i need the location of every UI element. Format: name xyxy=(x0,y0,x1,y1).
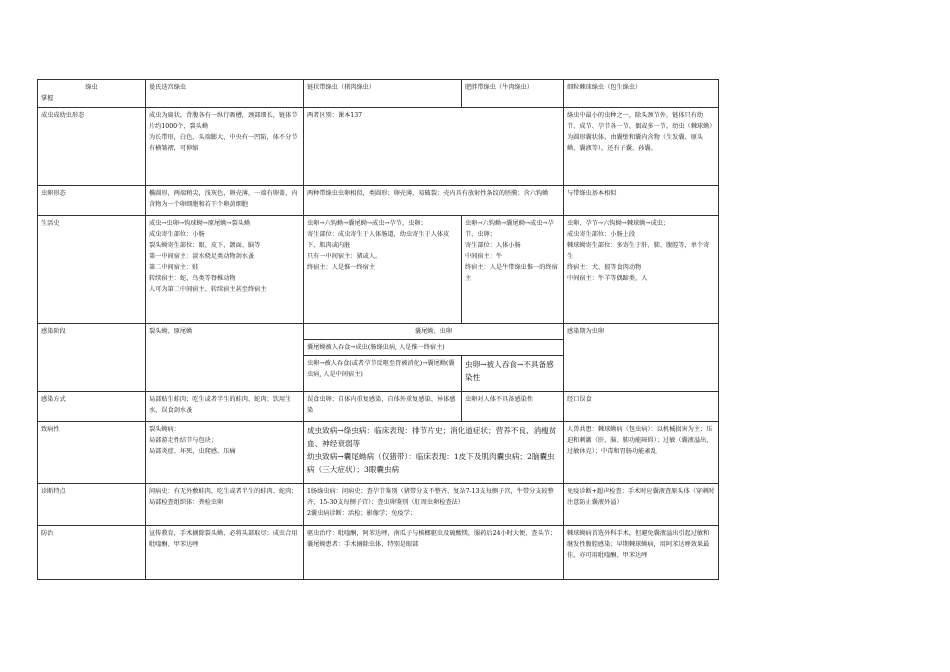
cell-line: 裂头蚴寄生部位：眼、皮下、颌面、脑等 xyxy=(149,242,261,249)
row-disease xyxy=(38,422,719,484)
prevention-col23 xyxy=(304,526,564,580)
corner-bottom-label: 掌握 xyxy=(41,95,54,102)
cell-line: 棘球蚴寄生部位：多寄生于肝、肺、腹腔等，单个寄生 xyxy=(567,242,710,260)
cell-line: 绦虫中最小的虫种之一，除头颈节外，链体只有幼节、成节、孕节各一节，偶或多一节。幼虫（棘球蚴）为圆形囊状体，由囊壁和囊内含物（生发囊、原头蚴、囊液等）。还有子囊、孙囊。 xyxy=(567,112,713,152)
cell-line: 裂头蚴病： xyxy=(149,426,180,433)
row-label: 成虫成幼虫形态 xyxy=(38,108,146,186)
cell-line: 第一中间宿主：淡水桡足类动物剑水蚤 xyxy=(149,253,255,260)
egg-col1 xyxy=(146,186,304,216)
cell-line: 人兽共患：棘球蚴病（包虫病）：以机械损害为主；压迫和刺激（肝、脑、肺功能障碍）；过敏（囊液溢出，过敏休克）；中毒和胃肠功能紊乱 xyxy=(567,426,713,455)
cell-line: 棘球蚴病首选外科手术，但避免囊液溢出引起过敏和继发性腹腔感染；早期棘球蚴病，用阿苯达唑效果最佳，亦可用吡喹酮、甲苯达唑 xyxy=(567,530,710,559)
adult-col1 xyxy=(146,108,304,186)
cell-line: 成虫→虫卵→钩球蚴→原尾蚴→裂头蚴 xyxy=(149,220,251,227)
cell-line: 虫卵→六钩蚴→囊尾蚴→成虫→孕节、虫卵； xyxy=(307,220,427,227)
row-stage xyxy=(38,324,719,340)
adult-col4 xyxy=(564,108,719,186)
stage-col3-line2: 虫卵→被人吞食→不具备感染性 xyxy=(462,356,564,392)
row-label: 生活史 xyxy=(38,216,146,324)
cell-line: 寄生部位：人体小肠 xyxy=(465,242,521,249)
disease-col1 xyxy=(146,422,304,484)
stage-col23-title: 囊尾蚴、虫卵 xyxy=(304,324,564,340)
diagnosis-col23 xyxy=(304,484,564,526)
cell-line: 误食虫卵；自体内重复感染，自体外重复感染、异体感染 xyxy=(307,396,456,414)
cell-line: 2囊虫病诊断：活检；影像学；免疫学； xyxy=(307,510,417,517)
stage-col2-line2: 虫卵→被人吞食(或者孕节反呕至胃被消化)→囊尾蚴(囊虫病, 人是中间宿主) xyxy=(304,356,462,392)
cell-line: 终宿主：人是惟一终宿主 xyxy=(307,264,376,271)
mode-col1 xyxy=(146,392,304,422)
prevention-col4 xyxy=(564,526,719,580)
row-label: 感染阶段 xyxy=(38,324,146,392)
mode-col3 xyxy=(462,392,564,422)
cell-line: 局部贴生蛙肉；吃生或者半生的蛙肉、蛇肉；饮用生水，误食剑水蚤 xyxy=(149,396,292,414)
cell-line: 宣传教育，手术摘除裂头蚴，必将头部取尽；成虫合用吡喹酮、甲苯达唑 xyxy=(149,530,298,548)
cell-line: 成虫为扁状，背腹各有一纵行吸槽，颈部细长，链体节片约1000个，裂头蚴 xyxy=(149,112,298,130)
cell-line: 终宿主：犬、狼等食肉动物 xyxy=(567,264,642,271)
life-col1 xyxy=(146,216,304,324)
row-diagnosis xyxy=(38,484,719,526)
corner-cell xyxy=(38,80,146,108)
cell-line: 只有一中间宿主：猪或人。 xyxy=(307,253,382,260)
row-label: 感染方式 xyxy=(38,392,146,422)
cell-line: 1肠绦虫病：问病史；查孕节鉴别（猪带分支不整齐、复杂7-13支每侧子宫，牛带分支较整齐，15-30支每侧子宫）；查虫卵鉴别（肛周虫卵检查法） xyxy=(307,488,554,506)
header-col1: 曼氏迭宫绦虫 xyxy=(146,80,304,108)
row-label: 致病性 xyxy=(38,422,146,484)
row-adult xyxy=(38,108,719,186)
cell-line: 免疫诊断+超声检查；手术时应囊液查原头体（穿刺时注意防止囊液外溢） xyxy=(567,488,715,506)
cell-line: 幼虫致病→囊尾蚴病（仅猪带）：临床表现：1皮下及肌肉囊虫病；2脑囊虫病（三大症状）；3眼囊虫病 xyxy=(307,452,555,474)
egg-col23: 两种带绦虫虫卵相似，类圆形；卵壳薄，易破裂；壳内具有放射性条纹的胚膜；含六钩蚴 xyxy=(304,186,564,216)
cell-line: 中间宿主：牛羊等偶蹄类、人 xyxy=(567,275,648,282)
cell-line: 局部游走性结节与包块； xyxy=(149,437,218,444)
cell-line: 虫卵对人体不具备感染性 xyxy=(465,396,534,403)
header-col2: 链状带绦虫（猪肉绦虫） xyxy=(304,80,462,108)
mode-col4 xyxy=(564,392,719,422)
cell-line: 驱虫治疗：吡喹酮，阿苯达唑，南瓜子与槟榔驱虫及硫酸镁，服药后24小时大便，查头节； xyxy=(307,530,557,537)
cell-line: 寄生部位：成虫寄生于人体肠道，幼虫寄生于人体皮下、肌肉或内脏 xyxy=(307,231,450,249)
cell-line: 第二中间宿主：蛙 xyxy=(149,264,199,271)
cell-line: 成虫寄生部位：小肠上段 xyxy=(567,231,636,238)
cell-line: 问病史：有无外敷蛙肉，吃生或者半生的蛙肉、蛇肉；局部检查组织体：粪检虫卵 xyxy=(149,488,298,506)
cell-line: 局部炎症、坏死，虫爬感、压痛 xyxy=(149,448,236,455)
cell-line: 椭圆形，两端稍尖，浅灰色，卵壳薄，一端有卵盖，内含物为一个卵细胞和若干个卵黄细胞 xyxy=(149,190,298,208)
cell-line: 虫卵、孕节→六钩蚴→棘球蚴→成虫； xyxy=(567,220,670,227)
stage-col1: 裂头蚴、原尾蚴 xyxy=(146,324,304,392)
egg-col4 xyxy=(564,186,719,216)
cell-line: 人可为第二中间宿主、转续宿主甚至终宿主 xyxy=(149,286,267,293)
header-row xyxy=(38,80,719,108)
row-label: 虫卵形态 xyxy=(38,186,146,216)
row-mode xyxy=(38,392,719,422)
stage-col23-line1: 囊尾蚴被人吞食→成虫(肠绦虫病, 人是惟一终宿主) xyxy=(304,340,564,356)
life-col4 xyxy=(564,216,719,324)
tapeworm-comparison-table xyxy=(37,79,719,580)
cell-line: 转续宿主：蛇、鸟类等脊椎动物 xyxy=(149,275,236,282)
cell-line: 囊尾蚴患者：手术摘除虫体，特别是眼部 xyxy=(307,541,419,548)
mode-col2 xyxy=(304,392,462,422)
cell-line: 中间宿主：牛 xyxy=(465,253,503,260)
row-life xyxy=(38,216,719,324)
cell-line: 虫卵→六钩蚴→囊尾蚴→成虫→孕节、虫卵； xyxy=(465,220,554,238)
cell-line: 与带绦虫基本相似 xyxy=(567,190,617,197)
adult-col23: 两者区别：课本137 xyxy=(304,108,564,186)
disease-col23 xyxy=(304,422,564,484)
life-col2 xyxy=(304,216,462,324)
row-label: 防治 xyxy=(38,526,146,580)
stage-col4: 感染期为虫卵 xyxy=(564,324,719,392)
row-prevention xyxy=(38,526,719,580)
header-col4: 细粒棘球绦虫（包生绦虫） xyxy=(564,80,719,108)
row-label: 诊断特点 xyxy=(38,484,146,526)
cell-line: 为长带形，白色，头端膨大，中央有一凹陷，体不分节有横皱褶，可伸缩 xyxy=(149,134,298,152)
cell-line: 成虫致病→绦虫病：临床表现：排节片史；消化道症状；营养不良、消瘦贫血、神经衰弱等 xyxy=(307,426,557,448)
prevention-col1 xyxy=(146,526,304,580)
cell-line: 经口误食 xyxy=(567,396,592,403)
disease-col4 xyxy=(564,422,719,484)
row-egg xyxy=(38,186,719,216)
diagnosis-col1 xyxy=(146,484,304,526)
cell-line: 终宿主：人是牛带绦虫惟一的终宿主 xyxy=(465,264,558,282)
diagnosis-col4 xyxy=(564,484,719,526)
corner-top-label: 绦虫 xyxy=(85,84,98,91)
life-col3 xyxy=(462,216,564,324)
header-col3: 肥胖带绦虫（牛肉绦虫） xyxy=(462,80,564,108)
cell-line: 成虫寄生部位：小肠 xyxy=(149,231,205,238)
